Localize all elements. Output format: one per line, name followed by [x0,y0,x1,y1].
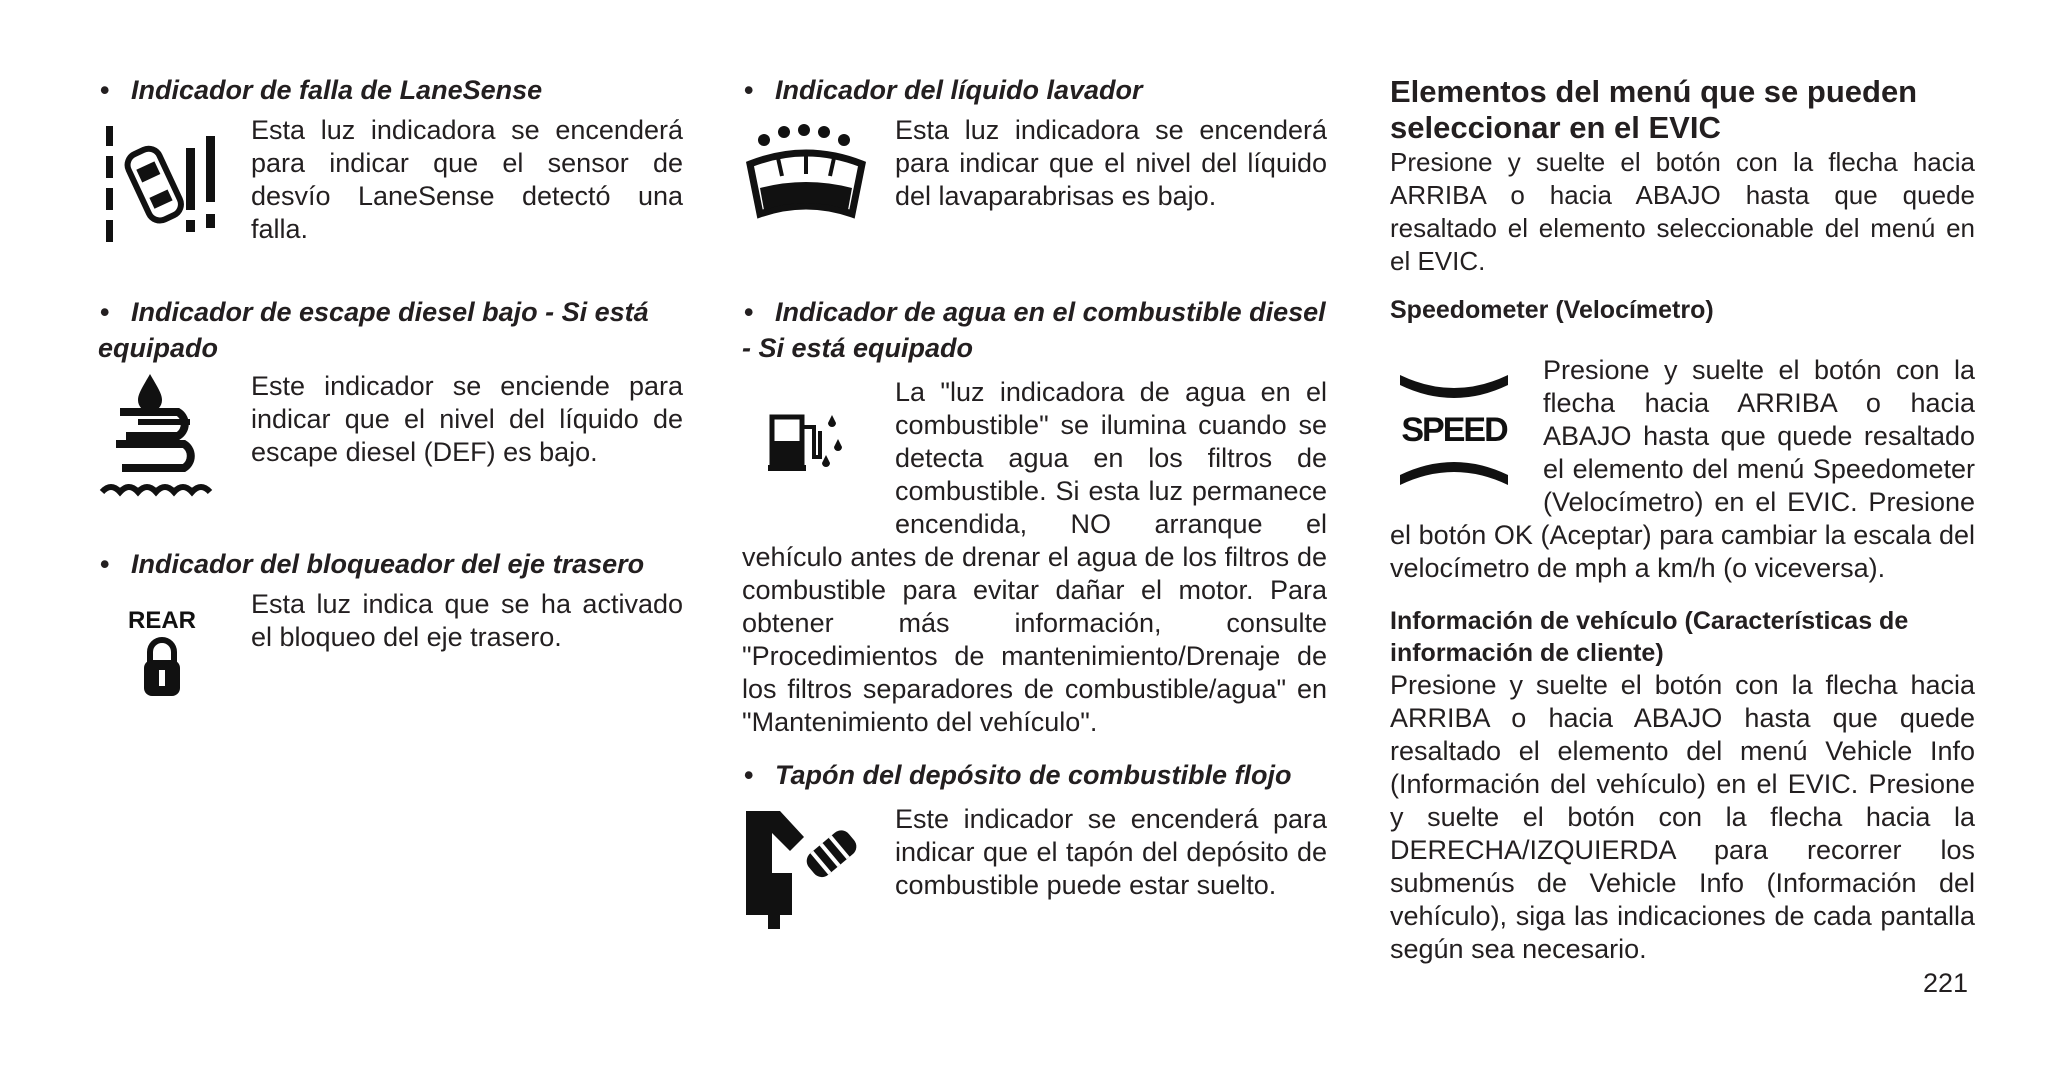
axle-item [98,588,683,718]
diesel-body: Este indicador se enciende para indicar que el nivel del líquido de escape diesel (DEF) es bajo. [251,371,683,467]
lanesense-item [98,114,683,244]
diesel-exhaust-fluid-icon [98,370,228,500]
page-number: 221 [1922,968,1968,998]
rear-axle-lock-icon [98,598,228,728]
lanesense-fault-icon [98,118,228,248]
axle-heading: • Indicador del bloqueador del eje trasero [100,549,645,579]
speedometer-body: Presione y suelte el botón con la flecha hacia ARRIBA o hacia ABAJO hasta que quede resaltado el elemento del menú Speedometer (Velocímetro) en el EVIC. Presione el botón OK (Aceptar) para cambiar la escala del velocímetro de mph a km/h (o viceversa). [1390,355,1975,583]
vehicle-info-body: Presione y suelte el botón con la flecha hacia ARRIBA o hacia ABAJO hasta que quede resaltado el elemento del menú Vehicle Info (Información del vehículo) en el EVIC. Presione y suelte el botón con la flecha hacia la DERECHA/IZQUIERDA para recorrer los submenús de Vehicle Info (Información del vehículo), siga las indicaciones de cada pantalla según sea necesario. [1390,670,1975,964]
middle-column [742,72,1327,933]
washer-body: Esta luz indicadora se encenderá para indicar que el nivel del líquido del lavaparabrisas es bajo. [895,115,1327,211]
svg-text:SPEED: SPEED [1401,411,1507,449]
fuel-cap-item [742,803,1327,933]
fuel-cap-body: Este indicador se encenderá para indicar que el tapón del depósito de combustible puede estar suelto. [895,804,1327,900]
water-in-fuel-body: La "luz indicadora de agua en el combustible" se ilumina cuando se detecta agua en los filtros de combustible. Si esta luz permanece encendida, NO arranque el vehículo antes de drenar el agua de los filtros de combustible para evitar dañar el motor. Para obtener más información, consulte "Procedimientos de mantenimiento/Drenaje de los filtros separadores de combustible/agua" en "Mantenimiento del vehículo". [742,377,1327,737]
washer-item [742,114,1327,244]
fuel-cap-heading: • Tapón del depósito de combustible flojo [744,760,1292,790]
washer-heading: • Indicador del líquido lavador [744,75,1143,105]
diesel-heading: • Indicador de escape diesel bajo - Si está equipado [98,297,649,363]
water-in-fuel-item [742,376,1327,739]
left-column [98,72,683,718]
evic-menu-title: Elementos del menú que se pueden seleccionar en el EVIC [1390,74,1918,145]
loose-fuel-cap-icon [742,803,872,933]
water-in-fuel-heading: • Indicador de agua en el combustible diesel - Si está equipado [742,297,1326,363]
water-in-fuel-icon [742,376,872,516]
svg-text:REAR: REAR [127,607,197,634]
diesel-item [98,370,683,500]
lanesense-heading: • Indicador de falla de LaneSense [100,75,543,105]
axle-body: Esta luz indica que se ha activado el bloqueo del eje trasero. [251,589,683,652]
evic-menu-intro: Presione y suelte el botón con la flecha hacia ARRIBA o hacia ABAJO hasta que quede resaltado el elemento seleccionable del menú en el EVIC. [1390,147,1975,276]
speedometer-heading: Speedometer (Velocímetro) [1390,296,1714,324]
washer-fluid-icon [742,118,872,248]
right-column [1390,74,1975,966]
lanesense-body: Esta luz indicadora se encenderá para indicar que el sensor de desvío LaneSense detectó una falla. [251,115,683,244]
speed-icon [1390,360,1520,500]
speedometer-item [1390,354,1975,585]
vehicle-info-heading: Información de vehículo (Características de información de cliente) [1390,607,1909,667]
